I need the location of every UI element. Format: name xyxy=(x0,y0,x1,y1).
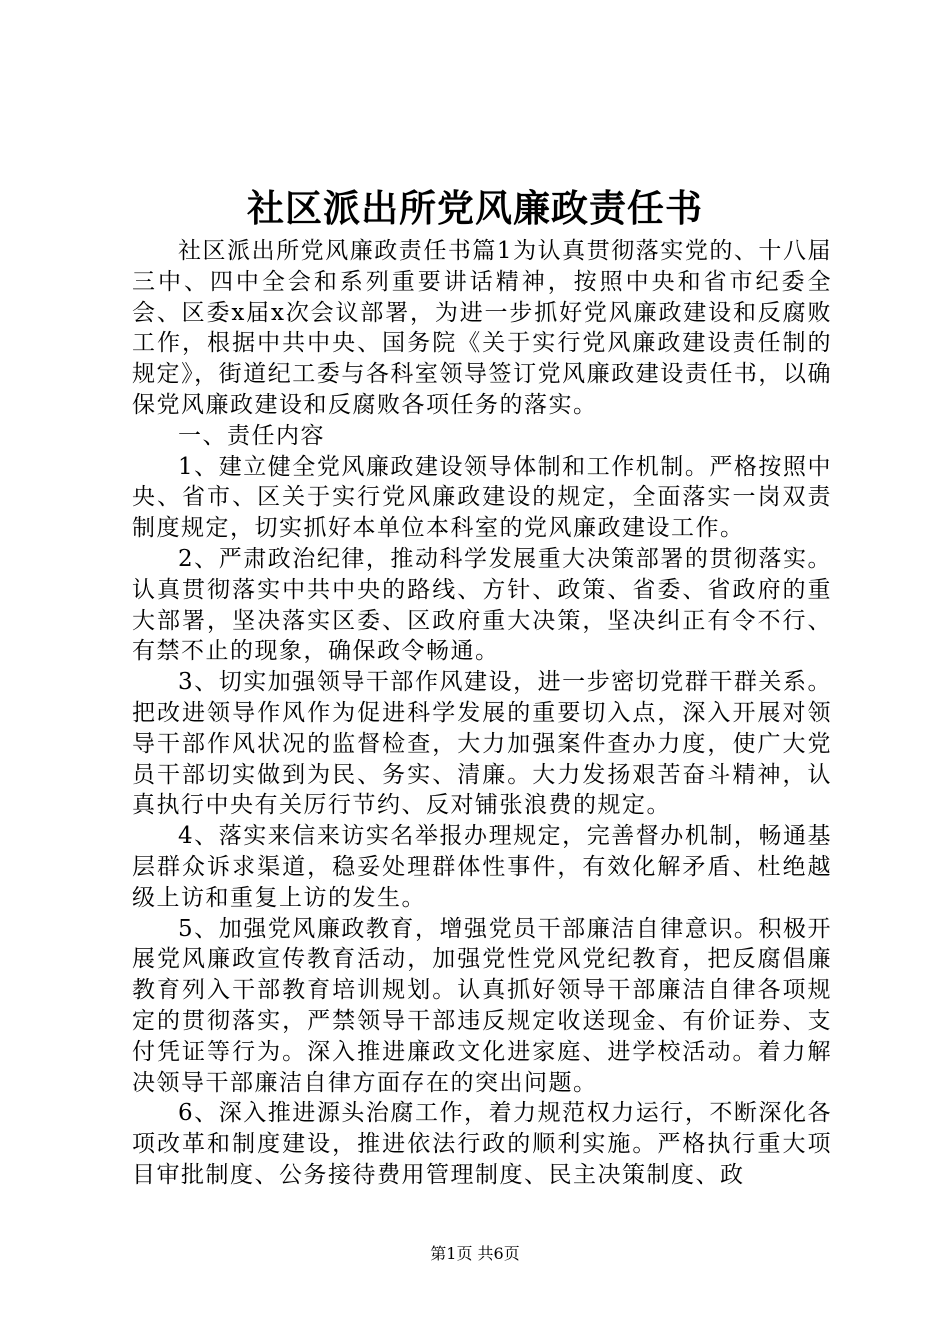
paragraph-item-1: 1、建立健全党风廉政建设领导体制和工作机制。严格按照中央、省市、区关于实行党风廉政建设的规定，全面落实一岗双责制度规定，切实抓好本单位本科室的党风廉政建设工作。 xyxy=(132,453,832,542)
section-heading: 一、责任内容 xyxy=(178,422,325,449)
paragraph-item-2: 2、严肃政治纪律，推动科学发展重大决策部署的贯彻落实。认真贯彻落实中共中央的路线、方针、政策、省委、省政府的重大部署，坚决落实区委、区政府重大决策，坚决纠正有令不行、有禁不止的现象，确保政令畅通。 xyxy=(132,545,832,665)
page-number-footer: 第1页 共6页 xyxy=(430,1244,520,1263)
paragraph-item-6: 6、深入推进源头治腐工作，着力规范权力运行，不断深化各项改革和制度建设，推进依法行政的顺利实施。严格执行重大项目审批制度、公务接待费用管理制度、民主决策制度、政 xyxy=(132,1100,832,1188)
document-body xyxy=(132,236,832,1191)
paragraph-item-3: 3、切实加强领导干部作风建设，进一步密切党群干群关系。把改进领导作风作为促进科学发展的重要切入点，深入开展对领导干部作风状况的监督检查，大力加强案件查办力度，使广大党员干部切实做到为民、务实、清廉。大力发扬艰苦奋斗精神，认真执行中央有关厉行节约、反对铺张浪费的规定。 xyxy=(132,669,832,819)
document-title: 社区派出所党风廉政责任书 xyxy=(247,186,703,230)
paragraph-intro: 社区派出所党风廉政责任书篇1为认真贯彻落实党的、十八届三中、四中全会和系列重要讲话精神，按照中央和省市纪委全会、区委x届x次会议部署，为进一步抓好党风廉政建设和反腐败工作，根据中共中央、国务院《关于实行党风廉政建设责任制的规定》，街道纪工委与各科室领导签订党风廉政建设责任书，以确保党风廉政建设和反腐败各项任务的落实。 xyxy=(132,238,832,418)
paragraph-item-4: 4、落实来信来访实名举报办理规定，完善督办机制，畅通基层群众诉求渠道，稳妥处理群体性事件，有效化解矛盾、杜绝越级上访和重复上访的发生。 xyxy=(132,823,832,911)
paragraph-item-5: 5、加强党风廉政教育，增强党员干部廉洁自律意识。积极开展党风廉政宣传教育活动，加强党性党风党纪教育，把反腐倡廉教育列入干部教育培训规划。认真抓好领导干部廉洁自律各项规定的贯彻落实，严禁领导干部违反规定收送现金、有价证券、支付凭证等行为。深入推进廉政文化进家庭、进学校活动。着力解决领导干部廉洁自律方面存在的突出问题。 xyxy=(132,915,832,1096)
